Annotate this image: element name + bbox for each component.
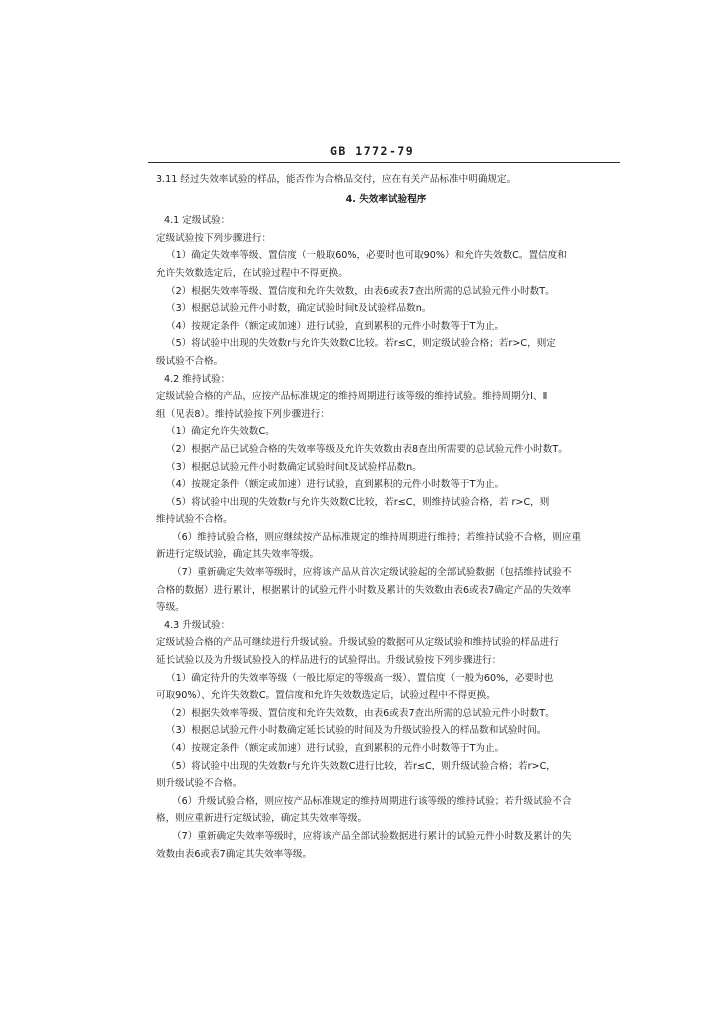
s41-step5-line1: （5）将试验中出现的失效数r与允许失效数C比较。若r≤C，则定级试验合格；若r>C，则定 (166, 338, 556, 350)
s43-step5-line2: 则升级试验不合格。 (156, 778, 243, 790)
document-body (156, 171, 616, 863)
s41-step1-line2: 允许失效数选定后，在试验过程中不得更换。 (156, 267, 348, 279)
s43-heading: 4.3 升级试验： (164, 619, 231, 631)
s42-step2: （2）根据产品已试验合格的失效率等级及允许失效数由表8查出所需要的总试验元件小时数T。 (166, 443, 568, 455)
s43-step3: （3）根据总试验元件小时数确定延长试验的时间及为升级试验投入的样品数和试验时间。 (166, 725, 547, 737)
s42-step5-line1: （5）将试验中出现的失效数r与允许失效数C比较，若r≤C，则维持试验合格，若 r>C，则 (166, 496, 550, 508)
s42-para-line1: 定级试验合格的产品，应按产品标准规定的维持周期进行该等级的维持试验。维持周期分Ⅰ、Ⅱ (156, 391, 548, 403)
s42-step1: （1）确定允许失效数C。 (166, 426, 275, 438)
s41-step4: （4）按规定条件（额定或加速）进行试验，直到累积的元件小时数等于T为止。 (166, 320, 505, 332)
s43-step5-line1: （5）将试验中出现的失效数r与允许失效数C进行比较，若r≤C，则升级试验合格；若r>C， (166, 760, 556, 772)
s43-step1-line2: 可取90%）、允许失效数C。置信度和允许失效数选定后，试验过程中不得更换。 (156, 690, 496, 702)
s43-step7-line1: （7）重新确定失效率等级时，应将该产品全部试验数据进行累计的试验元件小时数及累计的失 (172, 830, 572, 842)
s42-heading: 4.2 维持试验： (164, 373, 231, 385)
s41-step1-line1: （1）确定失效率等级、置信度（一般取60%，必要时也可取90%）和允许失效数C。置信度和 (166, 250, 567, 262)
header-rule (148, 162, 620, 163)
s43-step6-line1: （6）升级试验合格，则应按产品标准规定的维持周期进行该等级的维持试验；若升级试验不合 (172, 795, 572, 807)
s43-step6-line2: 格，则应重新进行定级试验，确定其失效率等级。 (156, 813, 368, 825)
s42-step6-line2: 新进行定级试验，确定其失效率等级。 (156, 549, 320, 561)
s42-step6-line1: （6）维持试验合格，则应继续按产品标准规定的维持周期进行维持；若维持试验不合格，则应重 (172, 531, 582, 543)
s42-step7-line2: 合格的数据）进行累计，根据累计的试验元件小时数及累计的失效数由表6或表7确定产品的失效率 (156, 584, 572, 596)
s42-step4: （4）按规定条件（额定或加速）进行试验，直到累积的元件小时数等于T为止。 (166, 479, 505, 491)
s42-step5-line2: 维持试验不合格。 (156, 514, 233, 526)
section-title: 4. 失效率试验程序 (345, 193, 427, 205)
s43-step4: （4）按规定条件（额定或加速）进行试验，直到累积的元件小时数等于T为止。 (166, 743, 505, 754)
s43-step2: （2）根据失效率等级、置信度和允许失效数，由表6或表7查出所需的总试验元件小时数T。 (166, 707, 555, 719)
s41-lead: 定级试验按下列步骤进行： (156, 232, 272, 244)
s43-para-line1: 定级试验合格的产品可继续进行升级试验。升级试验的数据可从定级试验和维持试验的样品进行 (156, 637, 559, 649)
s41-step5-line2: 级试验不合格。 (156, 355, 224, 367)
intro-clause: 3.11 经过失效率试验的样品，能否作为合格品交付，应在有关产品标准中明确规定。 (156, 174, 517, 185)
s43-step7-line2: 效数由表6或表7确定其失效率等级。 (156, 848, 313, 860)
s43-para-line2: 延长试验以及为升级试验投入的样品进行的试验得出。升级试验按下列步骤进行： (156, 655, 502, 667)
page-header-doc-code: GB 1772-79 (330, 144, 415, 158)
s43-step1-line1: （1）确定待升的失效率等级（一般比原定的等级高一级）、置信度（一般为60%，必要时也 (166, 672, 554, 684)
s41-step3: （3）根据总试验元件小时数，确定试验时间t及试验样品数n。 (166, 303, 432, 315)
s42-step7-line3: 等级。 (156, 602, 185, 614)
s42-para-line2: 组（见表8）。维持试验按下列步骤进行： (156, 408, 330, 420)
s42-step7-line1: （7）重新确定失效率等级时，应将该产品从首次定级试验起的全部试验数据（包括维持试验不 (172, 567, 572, 579)
s42-step3: （3）根据总试验元件小时数确定试验时间t及试验样品数n。 (166, 461, 422, 473)
s41-step2: （2）根据失效率等级、置信度和允许失效数，由表6或表7查出所需的总试验元件小时数T。 (166, 285, 555, 297)
s41-heading: 4.1 定级试验： (164, 215, 231, 227)
